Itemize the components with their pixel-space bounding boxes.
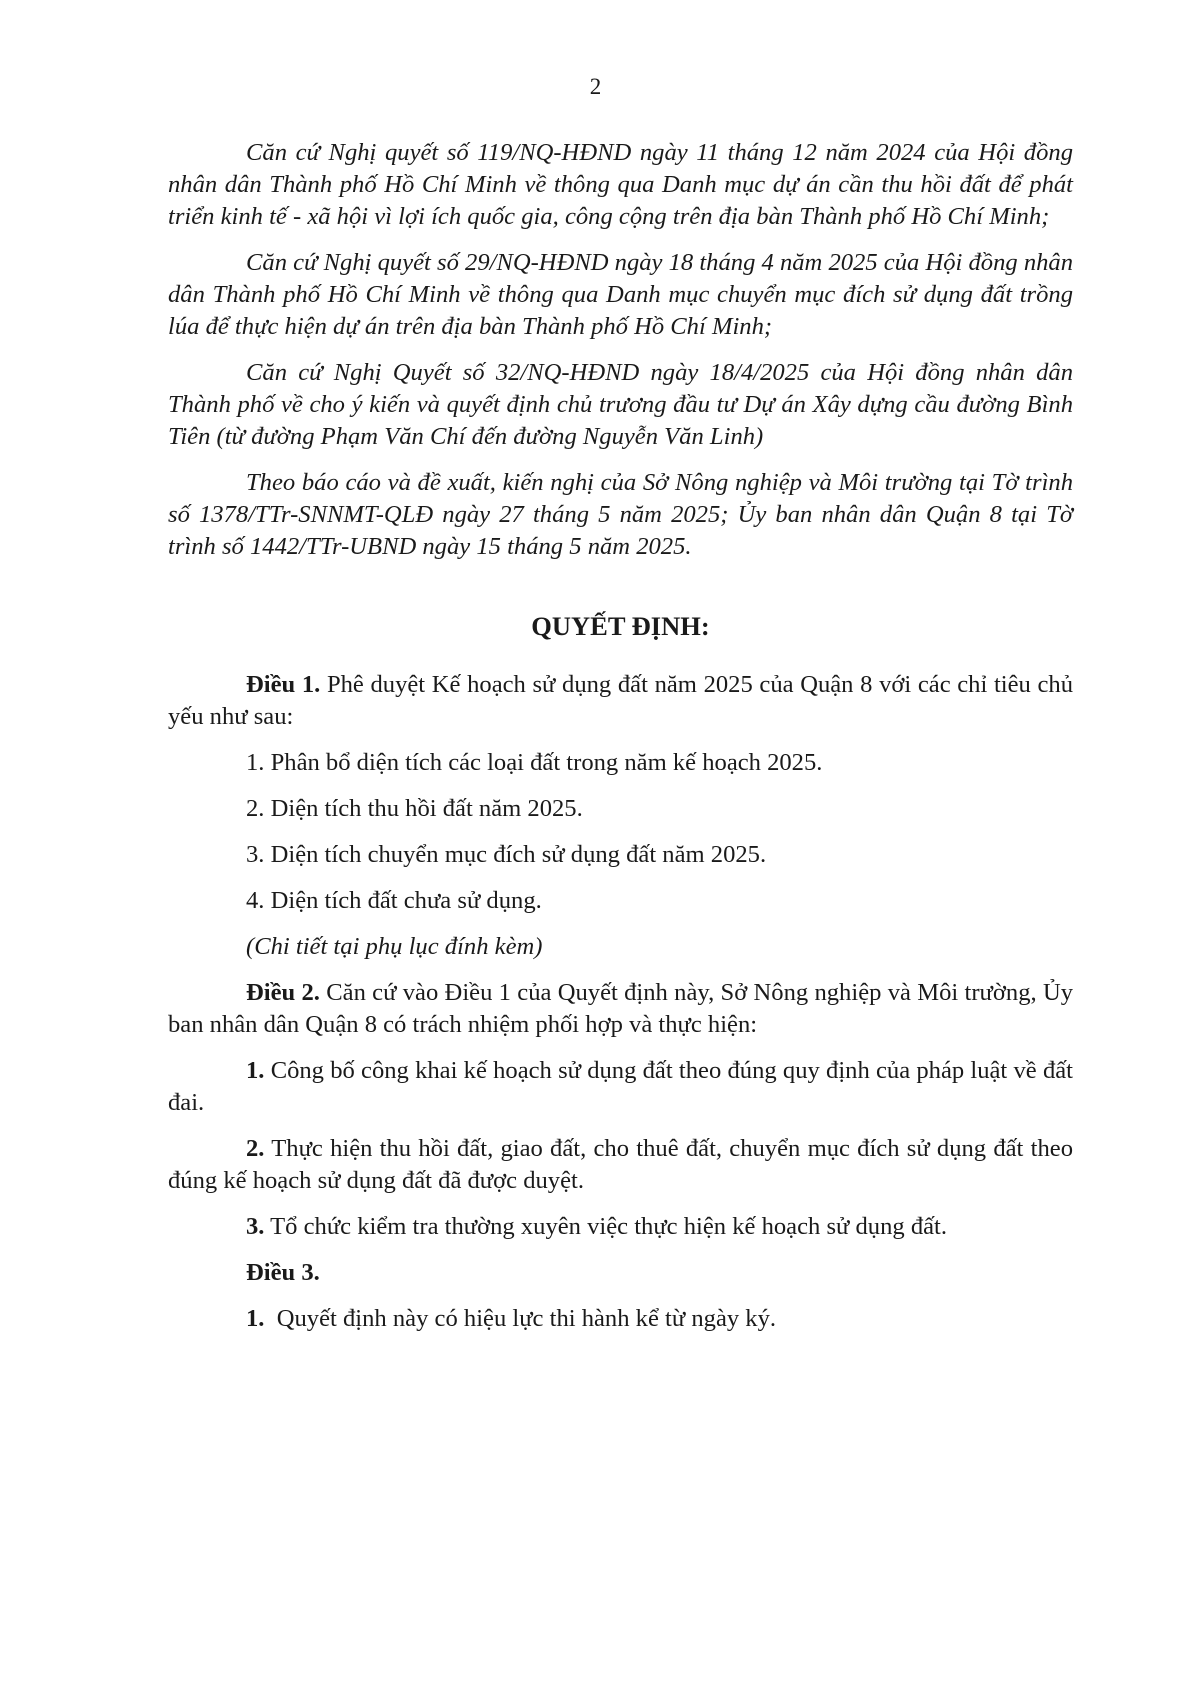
article-2-item-1-num: 1.: [246, 1057, 265, 1084]
article-2: [168, 977, 1073, 1041]
legal-basis-2: Căn cứ Nghị quyết số 29/NQ-HĐND ngày 18 tháng 4 năm 2025 của Hội đồng nhân dân Thành phố Hồ Chí Minh về thông qua Danh mục chuyển mục đích sử dụng đất trồng lúa để thực hiện dự án trên địa bàn Thành phố Hồ Chí Minh;: [168, 249, 1074, 340]
article-2-item-2-num: 2.: [246, 1135, 265, 1162]
article-2-text: Căn cứ vào Điều 1 của Quyết định này, Sở Nông nghiệp và Môi trường, Ủy ban nhân dân Quận 8 có trách nhiệm phối hợp và thực hiện:: [168, 979, 1074, 1038]
article-2-label: Điều 2.: [246, 979, 320, 1006]
article-2-item-1-text: Công bố công khai kế hoạch sử dụng đất theo đúng quy định của pháp luật về đất đai.: [168, 1057, 1073, 1116]
article-2-item-3-text: Tổ chức kiểm tra thường xuyên việc thực hiện kế hoạch sử dụng đất.: [264, 1213, 948, 1240]
article-1-item-3: 3. Diện tích chuyển mục đích sử dụng đất năm 2025.: [246, 841, 767, 868]
article-1: [168, 669, 1073, 733]
article-3-item-1: [168, 1303, 1073, 1335]
article-3-item-1-text: Quyết định này có hiệu lực thi hành kể từ ngày ký.: [264, 1305, 777, 1332]
legal-basis-1: Căn cứ Nghị quyết số 119/NQ-HĐND ngày 11 tháng 12 năm 2024 của Hội đồng nhân dân Thành phố Hồ Chí Minh về thông qua Danh mục dự án cần thu hồi đất để phát triển kinh tế - xã hội vì lợi ích quốc gia, công cộng trên địa bàn Thành phố Hồ Chí Minh;: [168, 139, 1073, 230]
decision-title: QUYẾT ĐỊNH:: [531, 611, 710, 641]
article-2-item-2: [168, 1133, 1073, 1197]
article-3-item-1-num: 1.: [246, 1305, 265, 1332]
legal-basis-4: Theo báo cáo và đề xuất, kiến nghị của Sở Nông nghiệp và Môi trường tại Tờ trình số 1378/TTr-SNNMT-QLĐ ngày 27 tháng 5 năm 2025; Ủy ban nhân dân Quận 8 tại Tờ trình số 1442/TTr-UBND ngày 15 tháng 5 năm 2025.: [168, 469, 1073, 560]
article-1-label: Điều 1.: [246, 671, 321, 698]
article-1-note: (Chi tiết tại phụ lục đính kèm): [246, 933, 543, 960]
article-1-item-4: 4. Diện tích đất chưa sử dụng.: [246, 887, 542, 914]
article-2-item-1: [168, 1055, 1073, 1119]
page-number: 2: [589, 74, 602, 99]
article-2-item-3-num: 3.: [246, 1213, 265, 1240]
article-2-item-3: [168, 1211, 1073, 1243]
article-1-item-1: 1. Phân bổ diện tích các loại đất trong năm kế hoạch 2025.: [246, 749, 823, 776]
article-1-item-2: 2. Diện tích thu hồi đất năm 2025.: [246, 795, 583, 822]
article-2-item-2-text: Thực hiện thu hồi đất, giao đất, cho thuê đất, chuyển mục đích sử dụng đất theo đúng kế hoạch sử dụng đất đã được duyệt.: [168, 1135, 1073, 1194]
article-3-label: Điều 3.: [246, 1259, 320, 1286]
article-1-text: Phê duyệt Kế hoạch sử dụng đất năm 2025 của Quận 8 với các chỉ tiêu chủ yếu như sau:: [168, 671, 1073, 730]
legal-basis-3: Căn cứ Nghị Quyết số 32/NQ-HĐND ngày 18/4/2025 của Hội đồng nhân dân Thành phố về cho ý kiến và quyết định chủ trương đầu tư Dự án Xây dựng cầu đường Bình Tiên (từ đường Phạm Văn Chí đến đường Nguyễn Văn Linh): [168, 359, 1073, 450]
document-body: [168, 137, 1073, 1349]
